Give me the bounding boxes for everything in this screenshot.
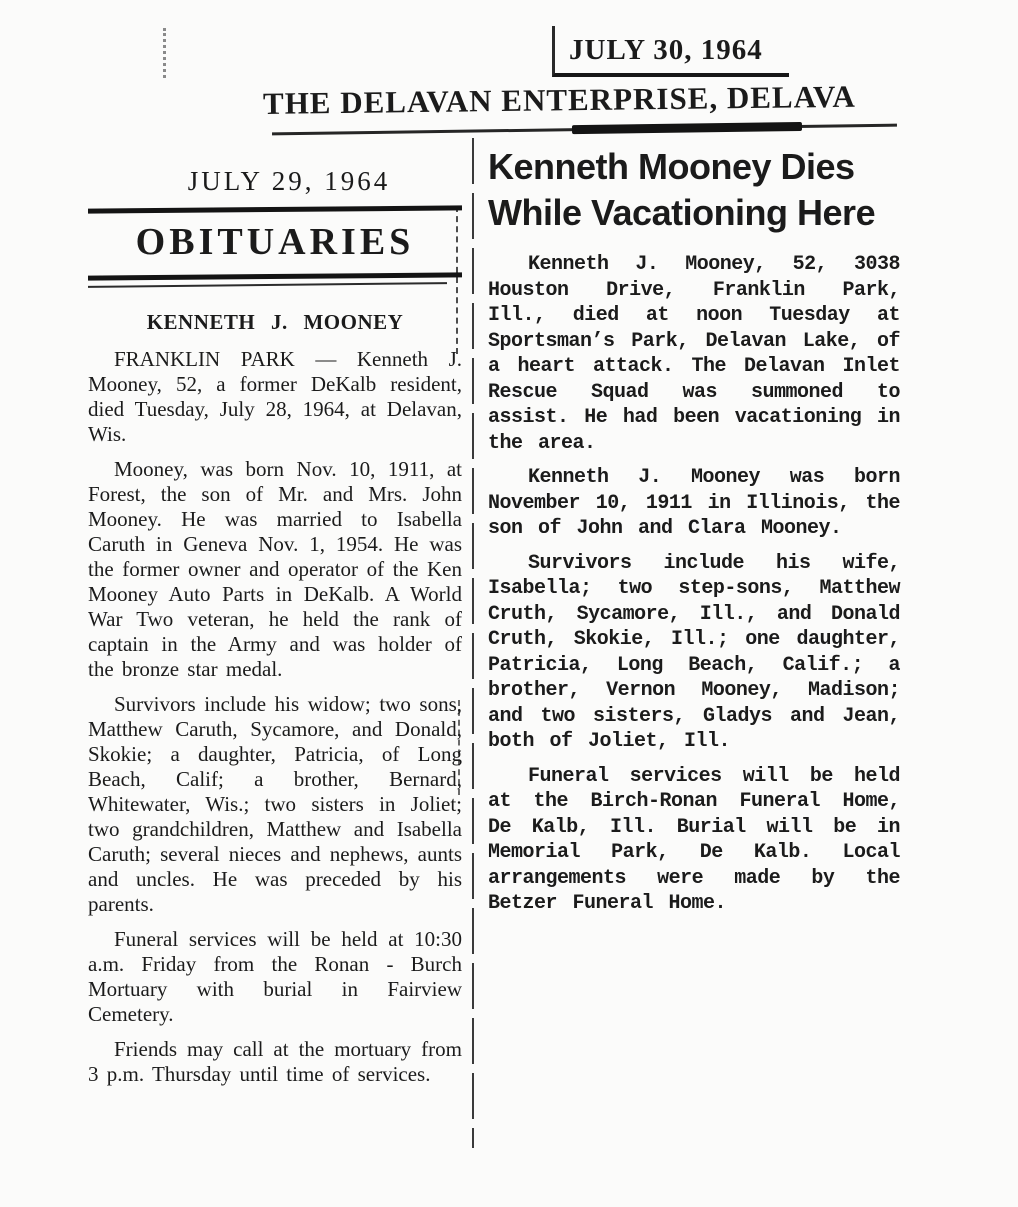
left-column-obituaries	[88, 134, 462, 1148]
headline-line-1: Kenneth Mooney Dies	[488, 146, 855, 187]
right-column-news-article	[488, 134, 900, 1148]
article-paragraph: Kenneth J. Mooney was born November 10, 1911 in Illinois, the son of John and Clara Mooney.	[488, 466, 900, 540]
newspaper-masthead: THE DELAVAN ENTERPRISE, DELAVA	[262, 78, 856, 121]
article-headline	[488, 144, 900, 236]
rule-bottom-echo	[88, 282, 447, 288]
obituary-paragraph: Survivors include his widow; two sons, Matthew Caruth, Sycamore, and Donald, Skokie; a daughter, Patricia, of Long Beach, Calif; a brother, Bernard, Whitewater, Wis.; two sisters in Joliet; two grandchildren, Matthew and Isabella Caruth; several nieces and nephews, aunts and uncles. He was preceded by his parents.	[88, 692, 462, 916]
obituary-name-heading: KENNETH J. MOONEY	[146, 310, 404, 334]
obituary-paragraph: FRANKLIN PARK — Kenneth J. Mooney, 52, a former DeKalb resident, died Tuesday, July 28, 1964, at Delavan, Wis.	[88, 347, 462, 446]
left-column-date: JULY 29, 1964	[187, 166, 391, 196]
obituary-paragraph: Friends may call at the mortuary from 3 p.m. Thursday until time of services.	[88, 1037, 462, 1086]
obituary-paragraph: Mooney, was born Nov. 10, 1911, at Forest, the son of Mr. and Mrs. John Mooney. He was married to Isabella Caruth in Geneva Nov. 1, 1954. He was the former owner and operator of the Ken Mooney Auto Parts in DeKalb. A World War Two veteran, he held the rank of captain in the Army and was holder of the bronze star medal.	[88, 457, 462, 681]
article-paragraph: Funeral services will be held at the Birch-Ronan Funeral Home, De Kalb, Ill. Burial will be in Memorial Park, De Kalb. Local arrangements were made by the Betzer Funeral Home.	[488, 764, 900, 915]
section-title: OBITUARIES	[135, 221, 415, 263]
clipping-date-stamp: JULY 30, 1964	[552, 26, 789, 77]
headline-line-2: While Vacationing Here	[488, 192, 876, 233]
obituaries-section-header	[88, 207, 462, 286]
scan-artifact-dotted-mark	[163, 28, 166, 78]
article-paragraph: Survivors include his wife, Isabella; two step-sons, Matthew Cruth, Sycamore, Ill., and Donald Cruth, Skokie, Ill.; one daughter, Patricia, Long Beach, Calif.; a brother, Vernon Mooney, Madison; and two sisters, Gladys and Jean, both of Joliet, Ill.	[488, 551, 900, 753]
column-divider-rule	[472, 138, 474, 1148]
article-columns	[88, 134, 900, 1148]
obituary-paragraph: Funeral services will be held at 10:30 a.m. Friday from the Ronan - Burch Mortuary with burial in Fairview Cemetery.	[88, 927, 462, 1026]
article-paragraph: Kenneth J. Mooney, 52, 3038 Houston Drive, Franklin Park, Ill., died at noon Tuesday at Sportsman’s Park, Delavan Lake, of a heart attack. The Delavan Inlet Rescue Squad was summoned to assist. He had been vacationing in the area.	[488, 253, 900, 455]
